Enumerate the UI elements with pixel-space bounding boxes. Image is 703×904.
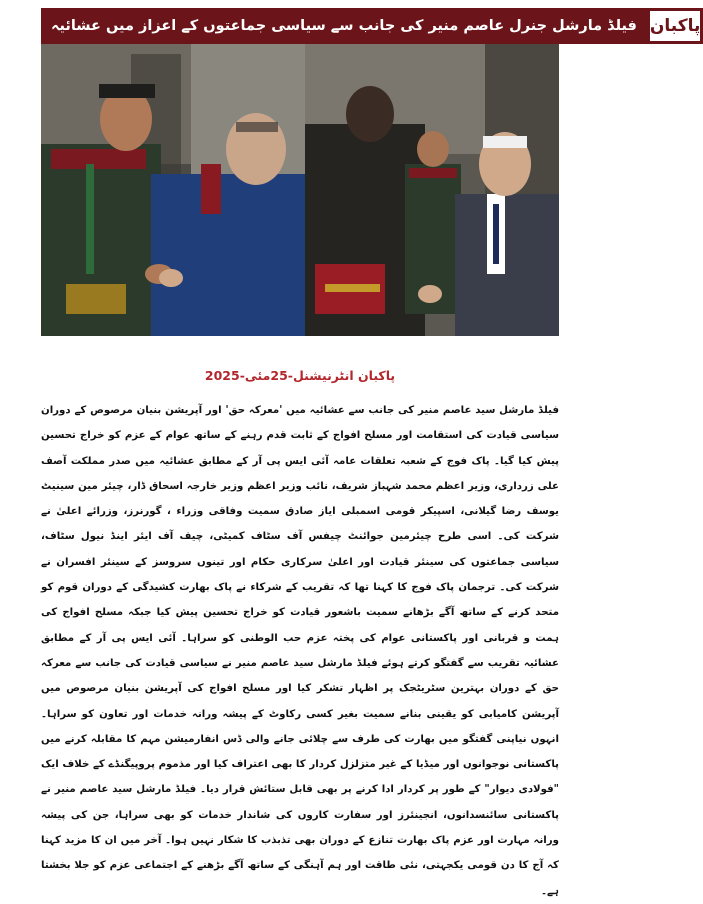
article-body: فیلڈ مارشل سید عاصم منیر کی جانب سے عشائیہ میں 'معرکہ حق' اور آپریشن بنیان مرصوص کے دوران سیاسی قیادت کی استقامت اور مسلح افواج کے ثابت قدم رہنے کے ساتھ عوام کے عزم کو خراج تحسین پیش کیا گیا۔ پاک فوج کے شعبہ تعلقات عامہ آئی ایس پی آر کے مطابق عشائیہ میں صدر مملکت آصف علی زرداری، وزیر اعظم محمد شہباز شریف، نائب وزیر اعظم وزیر خارجہ اسحاق ڈار، چیئر مین سینیٹ یوسف رضا گیلانی، اسپیکر قومی اسمبلی ایاز صادق سمیت وفاقی وزراء ، گورنرز، وزرائے اعلیٰ نے شرکت کی۔ اسی طرح چیئرمین جوائنٹ چیفس آف سٹاف کمیٹی، چیف آف ایئر اینڈ نیول سٹاف، سیاسی جماعتوں کی سینئر قیادت اور اعلیٰ سرکاری حکام اور تینوں سروسز کے سینئر افسران نے شرکت کی۔ ترجمان پاک فوج کا کہنا تھا کہ تقریب کے شرکاء نے پاک بھارت کشیدگی کے دوران قوم کو متحد کرنے کے ساتھ آگے بڑھانے سمیت باشعور قیادت کو خراج تحسین پیش کیا جبکہ مسلح افواج کی ہمت و قربانی اور پاکستانی عوام کی پختہ عزم حب الوطنی کو سراہا۔ آئی ایس پی آر کے مطابق عشائیہ تقریب سے گفتگو کرتے ہوئے فیلڈ مارشل سید عاصم منیر نے سیاسی قیادت کی جانب سے معرکہ حق کے دوران بہترین سٹریٹجک پر اظہار تشکر کیا اور مسلح افواج کی آپریشن بنیان مرصوص میں آپریشن کامیابی کو یقینی بنانے سمیت بغیر کسی رکاوٹ کے پیشہ ورانہ خدمات اور تعاون کو سراہا۔ انہوں نیاپنی گفتگو میں بھارت کی طرف سے چلائی جانے والی ڈس انفارمیشن مہم کا مقابلہ کرنے میں پاکستانی نوجوانوں اور میڈیا کے غیر متزلزل کردار کا بھی اعتراف کیا اور مذموم پروپیگنڈے کے خلاف ایک "فولادی دیوار" کے طور پر کردار ادا کرنے پر بھی قابل ستائش قرار دیا۔ فیلڈ مارشل سید عاصم منیر نے پاکستانی سائنسدانوں، انجینئرز اور سفارت کاروں کی شاندار خدمات کو بھی سراہا، جن کی پیشہ ورانہ مہارت اور عزم پاک بھارت تنازع کے دوران بھی تذبذب کا شکار نہیں ہوا۔ آخر میں ان کا مزید کہنا کہ آج کا دن قومی یکجہتی، نئی طاقت اور ہم آہنگی کے ساتھ آگے بڑھنے کے اجتماعی عزم کو جلا بخشتا ہے۔ <box>41 405 559 897</box>
header-banner <box>41 8 701 44</box>
photo-left <box>41 44 305 336</box>
dateline: پاکبان انٹرنیشنل-25مئی-2025 <box>204 368 396 383</box>
headline: فیلڈ مارشل جنرل عاصم منیر کی جانب سے سیاسی جماعتوں کے اعزاز میں عشائیہ <box>41 8 647 44</box>
photo-right <box>305 44 559 336</box>
brand-logo: پاکبان <box>647 8 703 44</box>
photo-strip <box>41 44 559 336</box>
